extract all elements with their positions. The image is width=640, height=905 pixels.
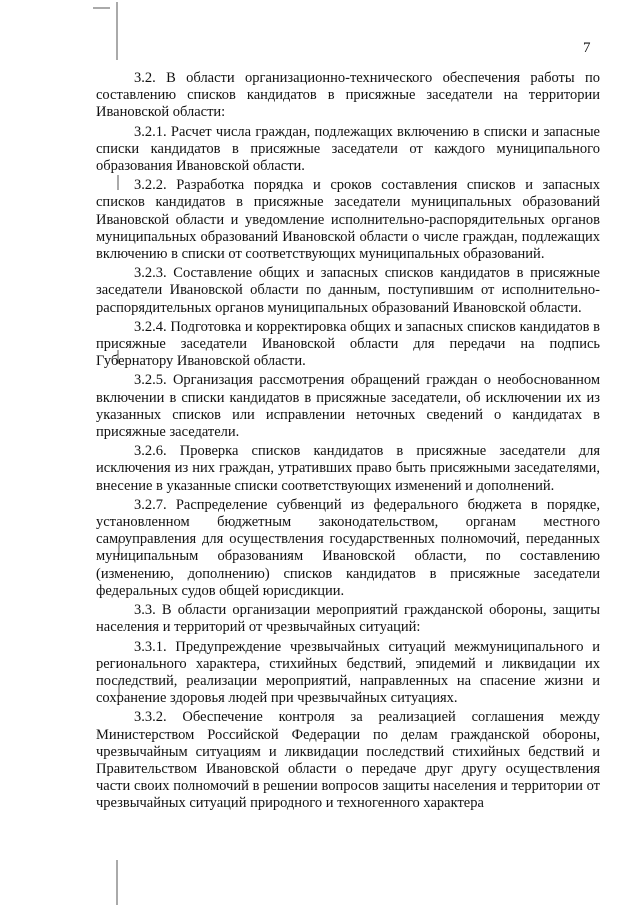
paragraph-3-2: 3.2. В области организационно-технического обеспечения работы по составлению списков кандидатов в присяжные заседатели на территории Ивановской области: bbox=[96, 70, 600, 121]
paragraph-3-2-5: 3.2.5. Организация рассмотрения обращений граждан о необоснованном включении в списки кандидатов в присяжные заседатели, об исключении их из указанных списков или исправлении неточных сведений о кандидатах в присяжные заседатели. bbox=[96, 372, 600, 441]
paragraph-3-3-2: 3.3.2. Обеспечение контроля за реализацией соглашения между Министерством Российской Федерации по делам гражданской обороны, чрезвычайным ситуациям и ликвидации последствий стихийных бедствий и Правительством Ивановской области о передаче друг другу осуществления части своих полномочий в решении вопросов защиты населения и территории от чрезвычайных ситуаций природного и техногенного характера bbox=[96, 709, 600, 812]
paragraph-3-2-3: 3.2.3. Составление общих и запасных списков кандидатов в присяжные заседатели Ивановской области по данным, поступившим от исполнительно-распорядительных органов муниципальных образований Ивановской области. bbox=[96, 265, 600, 316]
paragraph-3-2-7: 3.2.7. Распределение субвенций из федерального бюджета в порядке, установленном бюджетным законодательством, органам местного самоуправления для осуществления государственных полномочий, переданных муниципальным образованиям Ивановской области, по составлению (изменению, дополнению) списков кандидатов в присяжные заседатели федеральных судов общей юрисдикции. bbox=[96, 496, 600, 599]
paragraph-3-3-1: 3.3.1. Предупреждение чрезвычайных ситуаций межмуниципального и регионального характера, стихийных бедствий, эпидемий и ликвидации их последствий, реализации мероприятий, направленных на спасение жизни и сохранение здоровья людей при чрезвычайных ситуациях. bbox=[96, 638, 600, 707]
document-body bbox=[96, 70, 600, 814]
paragraph-3-3: 3.3. В области организации мероприятий гражданской обороны, защиты населения и территорий от чрезвычайных ситуаций: bbox=[96, 602, 600, 636]
paragraph-3-2-1: 3.2.1. Расчет числа граждан, подлежащих включению в списки и запасные списки кандидатов в присяжные заседатели от каждого муниципального образования Ивановской области. bbox=[96, 123, 600, 175]
paragraph-3-2-4: 3.2.4. Подготовка и корректировка общих и запасных списков кандидатов в присяжные заседатели Ивановской области для передачи на подпись Губернатору Ивановской области. bbox=[96, 318, 600, 370]
paragraph-3-2-6: 3.2.6. Проверка списков кандидатов в присяжные заседатели для исключения из них граждан, утративших право быть присяжными заседателями, внесение в указанные списки соответствующих изменений и дополнений. bbox=[96, 443, 600, 494]
paragraph-3-2-2: 3.2.2. Разработка порядка и сроков составления списков и запасных списков кандидатов в присяжные заседатели муниципальных образований Ивановской области и уведомление исполнительно-распорядительных органов муниципальных образований Ивановской области о числе граждан, подлежащих включению в списки от соответствующих муниципальных образований. bbox=[96, 177, 600, 263]
page-number: 7 bbox=[583, 40, 591, 56]
